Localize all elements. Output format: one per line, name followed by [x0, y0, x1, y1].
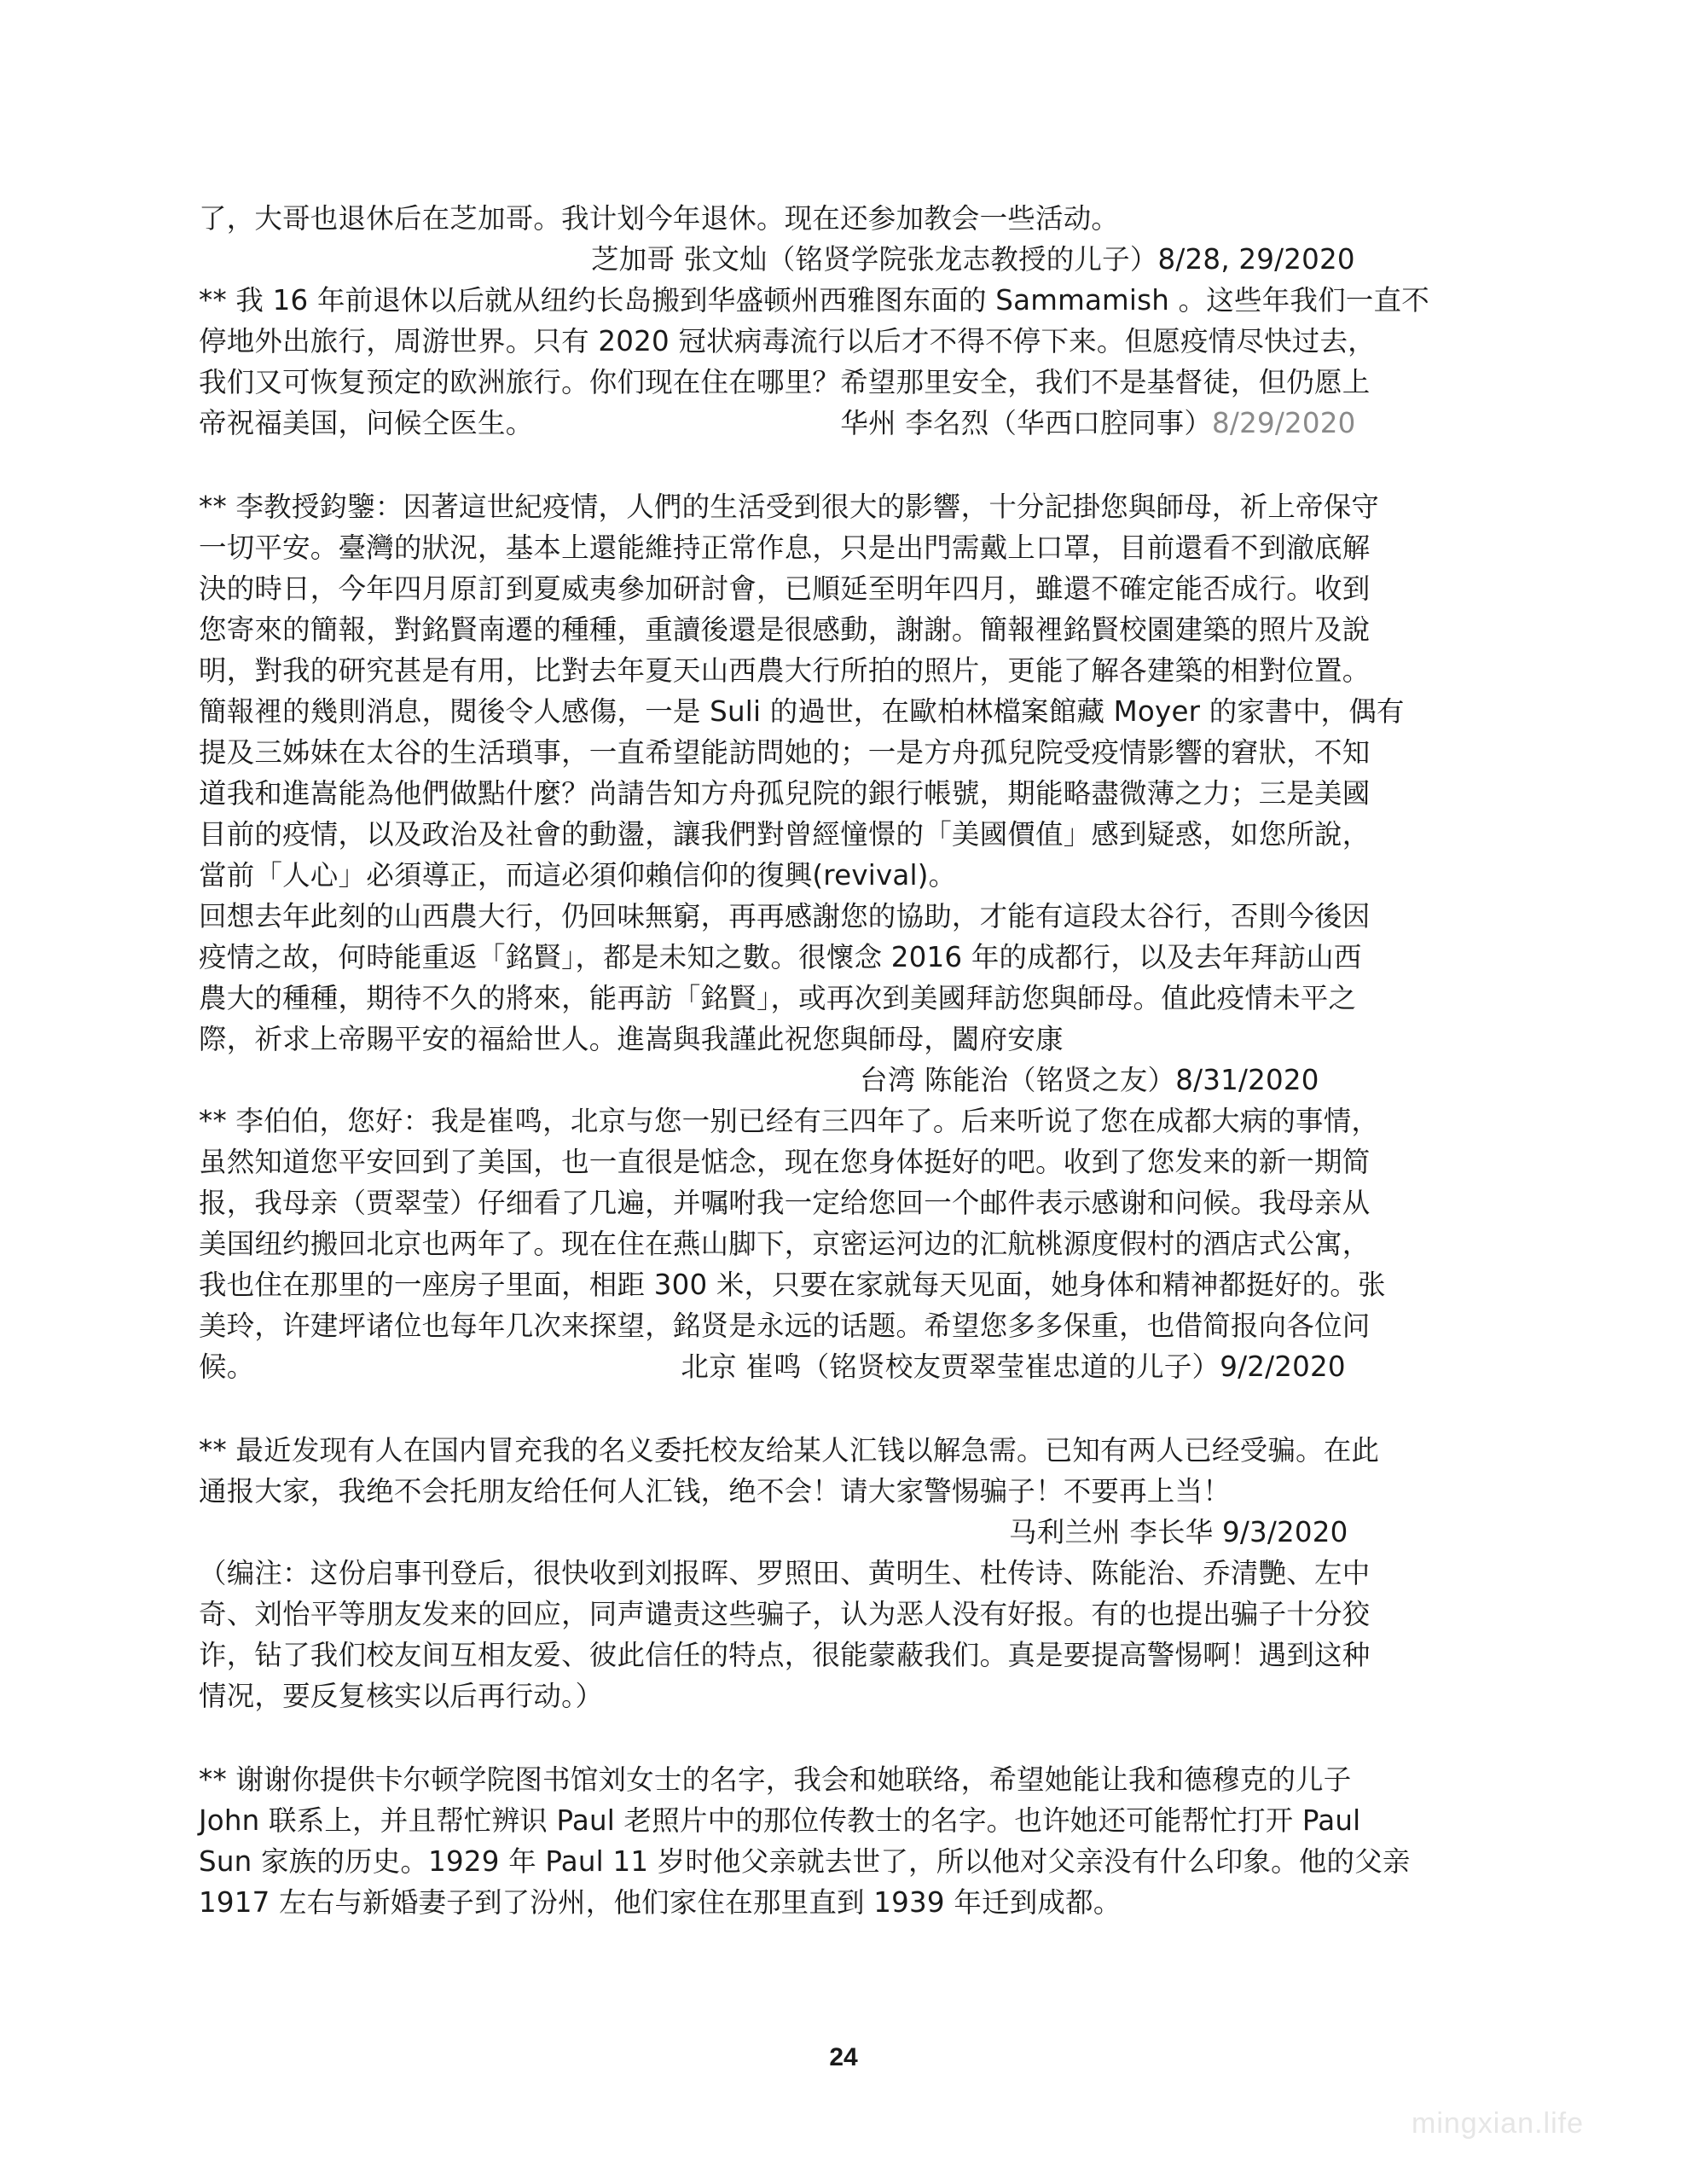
text-line: 目前的疫情，以及政治及社會的動盪，讓我們對曾經憧憬的「美國價值」感到疑惑，如您所說， [199, 818, 1371, 851]
text-line: 提及三姊妹在太谷的生活瑣事，一直希望能訪問她的；一是方舟孤兒院受疫情影響的窘狀，不知 [199, 736, 1371, 769]
text-line-with-signature [199, 403, 1495, 444]
text-line: 我也住在那里的一座房子里面，相距 300 米，只要在家就每天见面，她身体和精神都挺好的。张 [199, 1269, 1386, 1301]
text-line: ** 李伯伯，您好：我是崔鸣，北京与您一别已经有三四年了。后来听说了您在成都大病的事情， [199, 1105, 1380, 1137]
text-line: 虽然知道您平安回到了美国，也一直很是惦念，现在您身体挺好的吧。收到了您发来的新一期简 [199, 1146, 1371, 1178]
text-line: 候。 [199, 1350, 255, 1383]
spacer [199, 444, 1495, 486]
text-line: 美玲，许建坪诸位也每年几次来探望，銘贤是永远的话题。希望您多多保重，也借简报向各位问 [199, 1310, 1371, 1342]
text-line: 際，祈求上帝賜平安的福給世人。進嵩與我謹此祝您與師母，闔府安康 [199, 1023, 1064, 1055]
editor-note-line: （编注：这份启事刊登后，很快收到刘报晖、罗照田、黄明生、杜传诗、陈能治、乔清艷、左中 [199, 1557, 1371, 1589]
text-line: ** 我 16 年前退休以后就从纽约长岛搬到华盛顿州西雅图东面的 Sammamish 。这些年我们一直不 [199, 284, 1429, 317]
text-line: Sun 家族的历史。1929 年 Paul 11 岁时他父亲就去世了，所以他对父亲没有什么印象。他的父亲 [199, 1845, 1411, 1878]
text-line: ** 最近发现有人在国内冒充我的名义委托校友给某人汇钱以解急需。已知有两人已经受骗。在此 [199, 1434, 1380, 1467]
watermark: mingxian.life [1412, 2107, 1584, 2140]
spacer [199, 1387, 1495, 1430]
text-line: 疫情之故，何時能重返「銘賢」，都是未知之數。很懷念 2016 年的成都行，以及去年拜訪山西 [199, 941, 1362, 973]
text-line: 簡報裡的幾則消息，閱後令人感傷，一是 Suli 的過世，在歐柏林檔案館藏 Moyer 的家書中，偶有 [199, 695, 1405, 728]
text-line: 帝祝福美国，问候仝医生。 [199, 407, 534, 439]
text-line: 您寄來的簡報，對銘賢南遷的種種，重讀後還是很感動，謝謝。簡報裡銘賢校園建築的照片及說 [199, 613, 1371, 646]
text-line: 農大的種種，期待不久的將來，能再訪「銘賢」，或再次到美國拜訪您與師母。值此疫情未平之 [199, 982, 1357, 1014]
text-line: ** 谢谢你提供卡尔顿学院图书馆刘女士的名字，我会和她联络，希望她能让我和德穆克的儿子 [199, 1763, 1352, 1796]
letter-cui-ming [199, 1101, 1495, 1387]
editor-note-line: 情况，要反复核实以后再行动。） [199, 1680, 604, 1712]
text-line: 了，大哥也退休后在芝加哥。我计划今年退休。现在还参加教会一些活动。 [199, 202, 1120, 235]
text-line: 报，我母亲（贾翠莹）仔细看了几遍，并嘱咐我一定给您回一个邮件表示感谢和问候。我母亲从 [199, 1187, 1371, 1219]
editor-note-line: 诈，钻了我们校友间互相友爱、彼此信任的特点，很能蒙蔽我们。真是要提高警惕啊！遇到这种 [199, 1639, 1371, 1671]
editor-note-line: 奇、刘怡平等朋友发来的回应，同声谴责这些骗子，认为恶人没有好报。有的也提出骗子十分狡 [199, 1598, 1371, 1630]
text-line: 決的時日，今年四月原訂到夏威夷參加研討會，已順延至明年四月，雖還不確定能否成行。收到 [199, 572, 1371, 605]
text-line: 道我和進嵩能為他們做點什麼？尚請告知方舟孤兒院的銀行帳號，期能略盡微薄之力；三是美國 [199, 777, 1371, 810]
page-number: 24 [829, 2043, 858, 2071]
signature-cui-ming: 北京 崔鸣（铭贤校友贾翠莹崔忠道的儿子）9/2/2020 [681, 1350, 1346, 1383]
letter-carleton [199, 1759, 1495, 1923]
text-line: 明，對我的研究甚是有用，比對去年夏天山西農大行所拍的照片，更能了解各建築的相對位置。 [199, 654, 1371, 687]
signature-li-minglie: 华州 李名烈（华西口腔同事） [840, 407, 1213, 439]
text-line: 一切平安。臺灣的狀況，基本上還能維持正常作息，只是出門需戴上口罩，目前還看不到澈底解 [199, 531, 1371, 564]
page-body [199, 198, 1495, 1923]
text-line: 當前「人心」必須導正，而這必須仰賴信仰的復興(revival)。 [199, 859, 957, 892]
signature-li-changhua: 马利兰州 李长华 9/3/2020 [1009, 1516, 1348, 1548]
text-line: ** 李教授鈞鑒：因著這世紀疫情，人們的生活受到很大的影響，十分記掛您與師母，祈上帝保守 [199, 491, 1380, 523]
signature-chen-nengzhi: 台湾 陈能治（铭贤之友）8/31/2020 [860, 1064, 1319, 1096]
signature-zhang: 芝加哥 张文灿（铭贤学院张龙志教授的儿子）8/28, 29/2020 [591, 243, 1355, 276]
text-line-with-signature [199, 1346, 1495, 1387]
letter-chen-nengzhi [199, 486, 1495, 1101]
spacer [199, 1716, 1495, 1759]
text-line: 回想去年此刻的山西農大行，仍回味無窮，再再感謝您的協助，才能有這段太谷行，否則今後因 [199, 900, 1371, 932]
text-line: 我们又可恢复预定的欧洲旅行。你们现在住在哪里？希望那里安全，我们不是基督徒，但仍愿上 [199, 366, 1371, 398]
text-line: John 联系上，并且帮忙辨识 Paul 老照片中的那位传教士的名字。也许她还可能帮忙打开 Paul [199, 1804, 1361, 1837]
text-line: 停地外出旅行，周游世界。只有 2020 冠状病毒流行以后才不得不停下来。但愿疫情尽快过去， [199, 325, 1376, 357]
text-line: 通报大家，我绝不会托朋友给任何人汇钱，绝不会！请大家警惕骗子！不要再上当！ [199, 1475, 1231, 1507]
text-line: 1917 左右与新婚妻子到了汾州，他们家住在那里直到 1939 年迁到成都。 [199, 1886, 1122, 1919]
signature-date: 8/29/2020 [1212, 407, 1356, 439]
letter-li-minglie [199, 280, 1495, 444]
letter-li-changhua [199, 1430, 1495, 1716]
continuation-paragraph [199, 198, 1495, 280]
text-line: 美国纽约搬回北京也两年了。现在住在燕山脚下，京密运河边的汇航桃源度假村的酒店式公寓， [199, 1228, 1371, 1260]
